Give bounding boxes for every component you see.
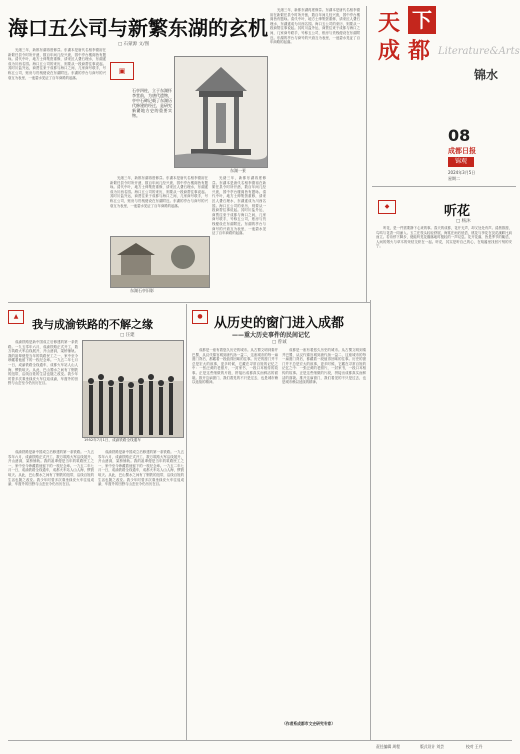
right-story-icon: ● (192, 310, 208, 324)
masthead-brand-block (376, 6, 520, 86)
left-story-photo-caption: 1952年7月1日，成渝铁路全线通车 (84, 438, 141, 442)
brand-char-3: 成 (378, 38, 401, 64)
divider-vertical-column (370, 300, 371, 740)
lead-photo-courtyard (110, 236, 210, 288)
masthead-subtitle: Literature&Arts (438, 46, 520, 57)
masthead-section: 锦水 (474, 68, 499, 82)
lead-byline: □ 石蒙源 文/图 (118, 42, 150, 47)
lead-body-col-1: 光绪三年，新都东湖再度修葺。东湖本是唐代名相李德裕在新繁任县令时所开凿，数百年间几经兴废，园中亭台楼阁皆有题咏。清代中叶，地方士绅集资重修，请来匠人叠石理水，东湖遂成为川西名园。海口五公司的来历，则要从一段商帮往事说起。其时川盐外运，商贾往来于成都与海口之间，几家商号联手，号称五公司，账房与货栈便设在东湖附近。东湖的亭台与商号的兴衰互为表里，一池碧水见证了百年商路的起落。 (8, 48, 106, 80)
brand-char-4: 都 (408, 38, 431, 64)
left-story-icon: ▲ (8, 310, 24, 324)
paper-name: 成都日报 (448, 146, 476, 155)
divider-vertical-lead (366, 6, 367, 302)
right-story-subhead: ——重大历史事件的民间记忆 (232, 332, 311, 339)
divider-masthead (372, 186, 516, 187)
column-body: 听花，是一件需要静下心来的事。春天的成都，花开无声，却又处处有声。清晨推窗，鸟鸣与花香一同涌入。玉兰在枝头轻轻舒展，海棠在雨后低语，桃花与李花在浣花溪畔比肩而立。若肯停下脚步，便能听见花瓣落地时极轻的一声叹息。花开花落，皆是季节的絮语，人间的烟火与草木的荣枯交织在一起。听花，其实是听自己的心，在喧嚣里找回片刻的安宁。 (376, 226, 512, 249)
edition-badge: 锦观 (448, 157, 474, 167)
lead-body-col-3: 光绪三年，新都东湖再度修葺。东湖本是唐代名相李德裕在新繁任县令时所开凿，数百年间几经兴废，园中亭台楼阁皆有题咏。清代中叶，地方士绅集资重修，请来匠人叠石理水，东湖遂成为川西名园。海口五公司的来历，则要从一段商帮往事说起。其时川盐外运，商贾往来于成都与海口之间，几家商号联手，号称五公司，账房与货栈便设在东湖附近。东湖的亭台与商号的兴衰互为表里，一池碧水见证了百年商路的起落。 (212, 176, 266, 236)
right-story-byline: □ 曾诚 (272, 340, 287, 345)
lead-body-col-4: 光绪三年，新都东湖再度修葺。东湖本是唐代名相李德裕在新繁任县令时所开凿，数百年间几经兴废，园中亭台楼阁皆有题咏。清代中叶，地方士绅集资重修，请来匠人叠石理水，东湖遂成为川西名园。海口五公司的来历，则要从一段商帮往事说起。其时川盐外运，商贾往来于成都与海口之间，几家商号联手，号称五公司，账房与货栈便设在东湖附近。东湖的亭台与商号的兴衰互为表里，一池碧水见证了百年商路的起落。 (270, 8, 360, 45)
lead-headline: 海口五公司与新繁东湖的玄机 (8, 16, 268, 40)
lead-photo-stone-pavilion (174, 56, 268, 168)
left-story-headline: 我与成渝铁路的不解之缘 (32, 318, 153, 331)
column-byline: □ 杨沐 (456, 219, 471, 224)
left-story-intro: 成渝铁路是新中国成立后修建的第一条铁路。一九五零年六月，成渝铁路正式开工，数万筑路大军沿线展开，开山凿洞，架桥铺轨。我的祖辈便是当年的筑路民工之一，家中至今珍藏着他留下的一枚纪念章。一九五二年七月一日，成渝铁路全线通车，成都火车站人山人海，锣鼓喧天。从此，巴山蜀水之间有了钢铁的纽带，沿线百姓的生活也随之改变。我少年时曾多次乘坐绿皮火车往返成渝，车窗外的田野与山峦至今仍历历在目。 (8, 340, 78, 386)
left-story-photo-railway (82, 340, 184, 438)
footer-rule (8, 740, 512, 741)
lead-side-text: 石亭四柱，立于东湖怀李堂前，为唐代遗物，亭中石碑记载了东湖历代修建的经过，是研究新繁地方史的重要实物。 (132, 88, 172, 118)
divider-mid (8, 302, 370, 303)
right-story-col-2: 成都是一座有着悠久历史的城市。从古蜀文明到秦并巴蜀，从汉代锦官城到唐代扬一益二，这座城市的每一扇窗门背后，都藏着一段值得回味的往事。历史的窗门并不总是宏大的叙事，更多时候，它藏在寻常百姓的记忆之中：一张泛黄的老照片，一封家书，一段口耳相传的故事。正是这些细微的片段，拼接出成都真实而鲜活的面貌。推开这扇窗门，我们看见的不只是过去，也是城市赖以延续的精神。 (282, 348, 366, 385)
issue-date: 2024年3月5日 (448, 170, 476, 175)
page-number: 08 (448, 126, 471, 145)
left-story-col-1: 成渝铁路是新中国成立后修建的第一条铁路。一九五零年六月，成渝铁路正式开工，数万筑路大军沿线展开，开山凿洞，架桥铺轨。我的祖辈便是当年的筑路民工之一，家中至今珍藏着他留下的一枚纪念章。一九五二年七月一日，成渝铁路全线通车，成都火车站人山人海，锣鼓喧天。从此，巴山蜀水之间有了钢铁的纽带，沿线百姓的生活也随之改变。我少年时曾多次乘坐绿皮火车往返成渝，车窗外的田野与山峦至今仍历历在目。 (8, 450, 94, 487)
issue-weekday: 星期二 (448, 176, 460, 181)
left-story-col-2: 成渝铁路是新中国成立后修建的第一条铁路。一九五零年六月，成渝铁路正式开工，数万筑路大军沿线展开，开山凿洞，架桥铺轨。我的祖辈便是当年的筑路民工之一，家中至今珍藏着他留下的一枚纪念章。一九五二年七月一日，成渝铁路全线通车，成都火车站人山人海，锣鼓喧天。从此，巴山蜀水之间有了钢铁的纽带，沿线百姓的生活也随之改变。我少年时曾多次乘坐绿皮火车往返成渝，车窗外的田野与山峦至今仍历历在目。 (98, 450, 184, 487)
footer-proof: 校对 王丹 (466, 744, 483, 749)
right-story-headline: 从历史的窗门进入成都 (214, 316, 345, 331)
brand-char-1: 天 (378, 10, 401, 36)
divider-vertical-mid (186, 304, 187, 740)
lead-photo-caption-small: 东湖石亭旧影 (130, 288, 154, 293)
lead-body-col-2: 光绪三年，新都东湖再度修葺。东湖本是唐代名相李德裕在新繁任县令时所开凿，数百年间几经兴废，园中亭台楼阁皆有题咏。清代中叶，地方士绅集资重修，请来匠人叠石理水，东湖遂成为川西名园。海口五公司的来历，则要从一段商帮往事说起。其时川盐外运，商贾往来于成都与海口之间，几家商号联手，号称五公司，账房与货栈便设在东湖附近。东湖的亭台与商号的兴衰互为表里，一池碧水见证了百年商路的起落。 (110, 176, 208, 208)
right-story-col-1: 成都是一座有着悠久历史的城市。从古蜀文明到秦并巴蜀，从汉代锦官城到唐代扬一益二，这座城市的每一扇窗门背后，都藏着一段值得回味的往事。历史的窗门并不总是宏大的叙事，更多时候，它藏在寻常百姓的记忆之中：一张泛黄的老照片，一封家书，一段口耳相传的故事。正是这些细微的片段，拼接出成都真实而鲜活的面貌。推开这扇窗门，我们看见的不只是过去，也是城市赖以延续的精神。 (192, 348, 278, 385)
footer-editor: 责任编辑 周程 (376, 744, 400, 749)
column-headline: 听花 (444, 204, 471, 219)
left-story-byline: □ 汪建 (120, 333, 135, 338)
right-story-note: （作者系成都市文史研究专家） (282, 721, 336, 726)
lead-section-icon: ▣ (110, 62, 134, 80)
lead-photo-caption: 东湖一景 (230, 168, 246, 173)
column-section-icon: ◆ (378, 200, 396, 214)
footer-design: 版式设计 刘芸 (420, 744, 444, 749)
brand-char-2: 下 (408, 6, 436, 34)
